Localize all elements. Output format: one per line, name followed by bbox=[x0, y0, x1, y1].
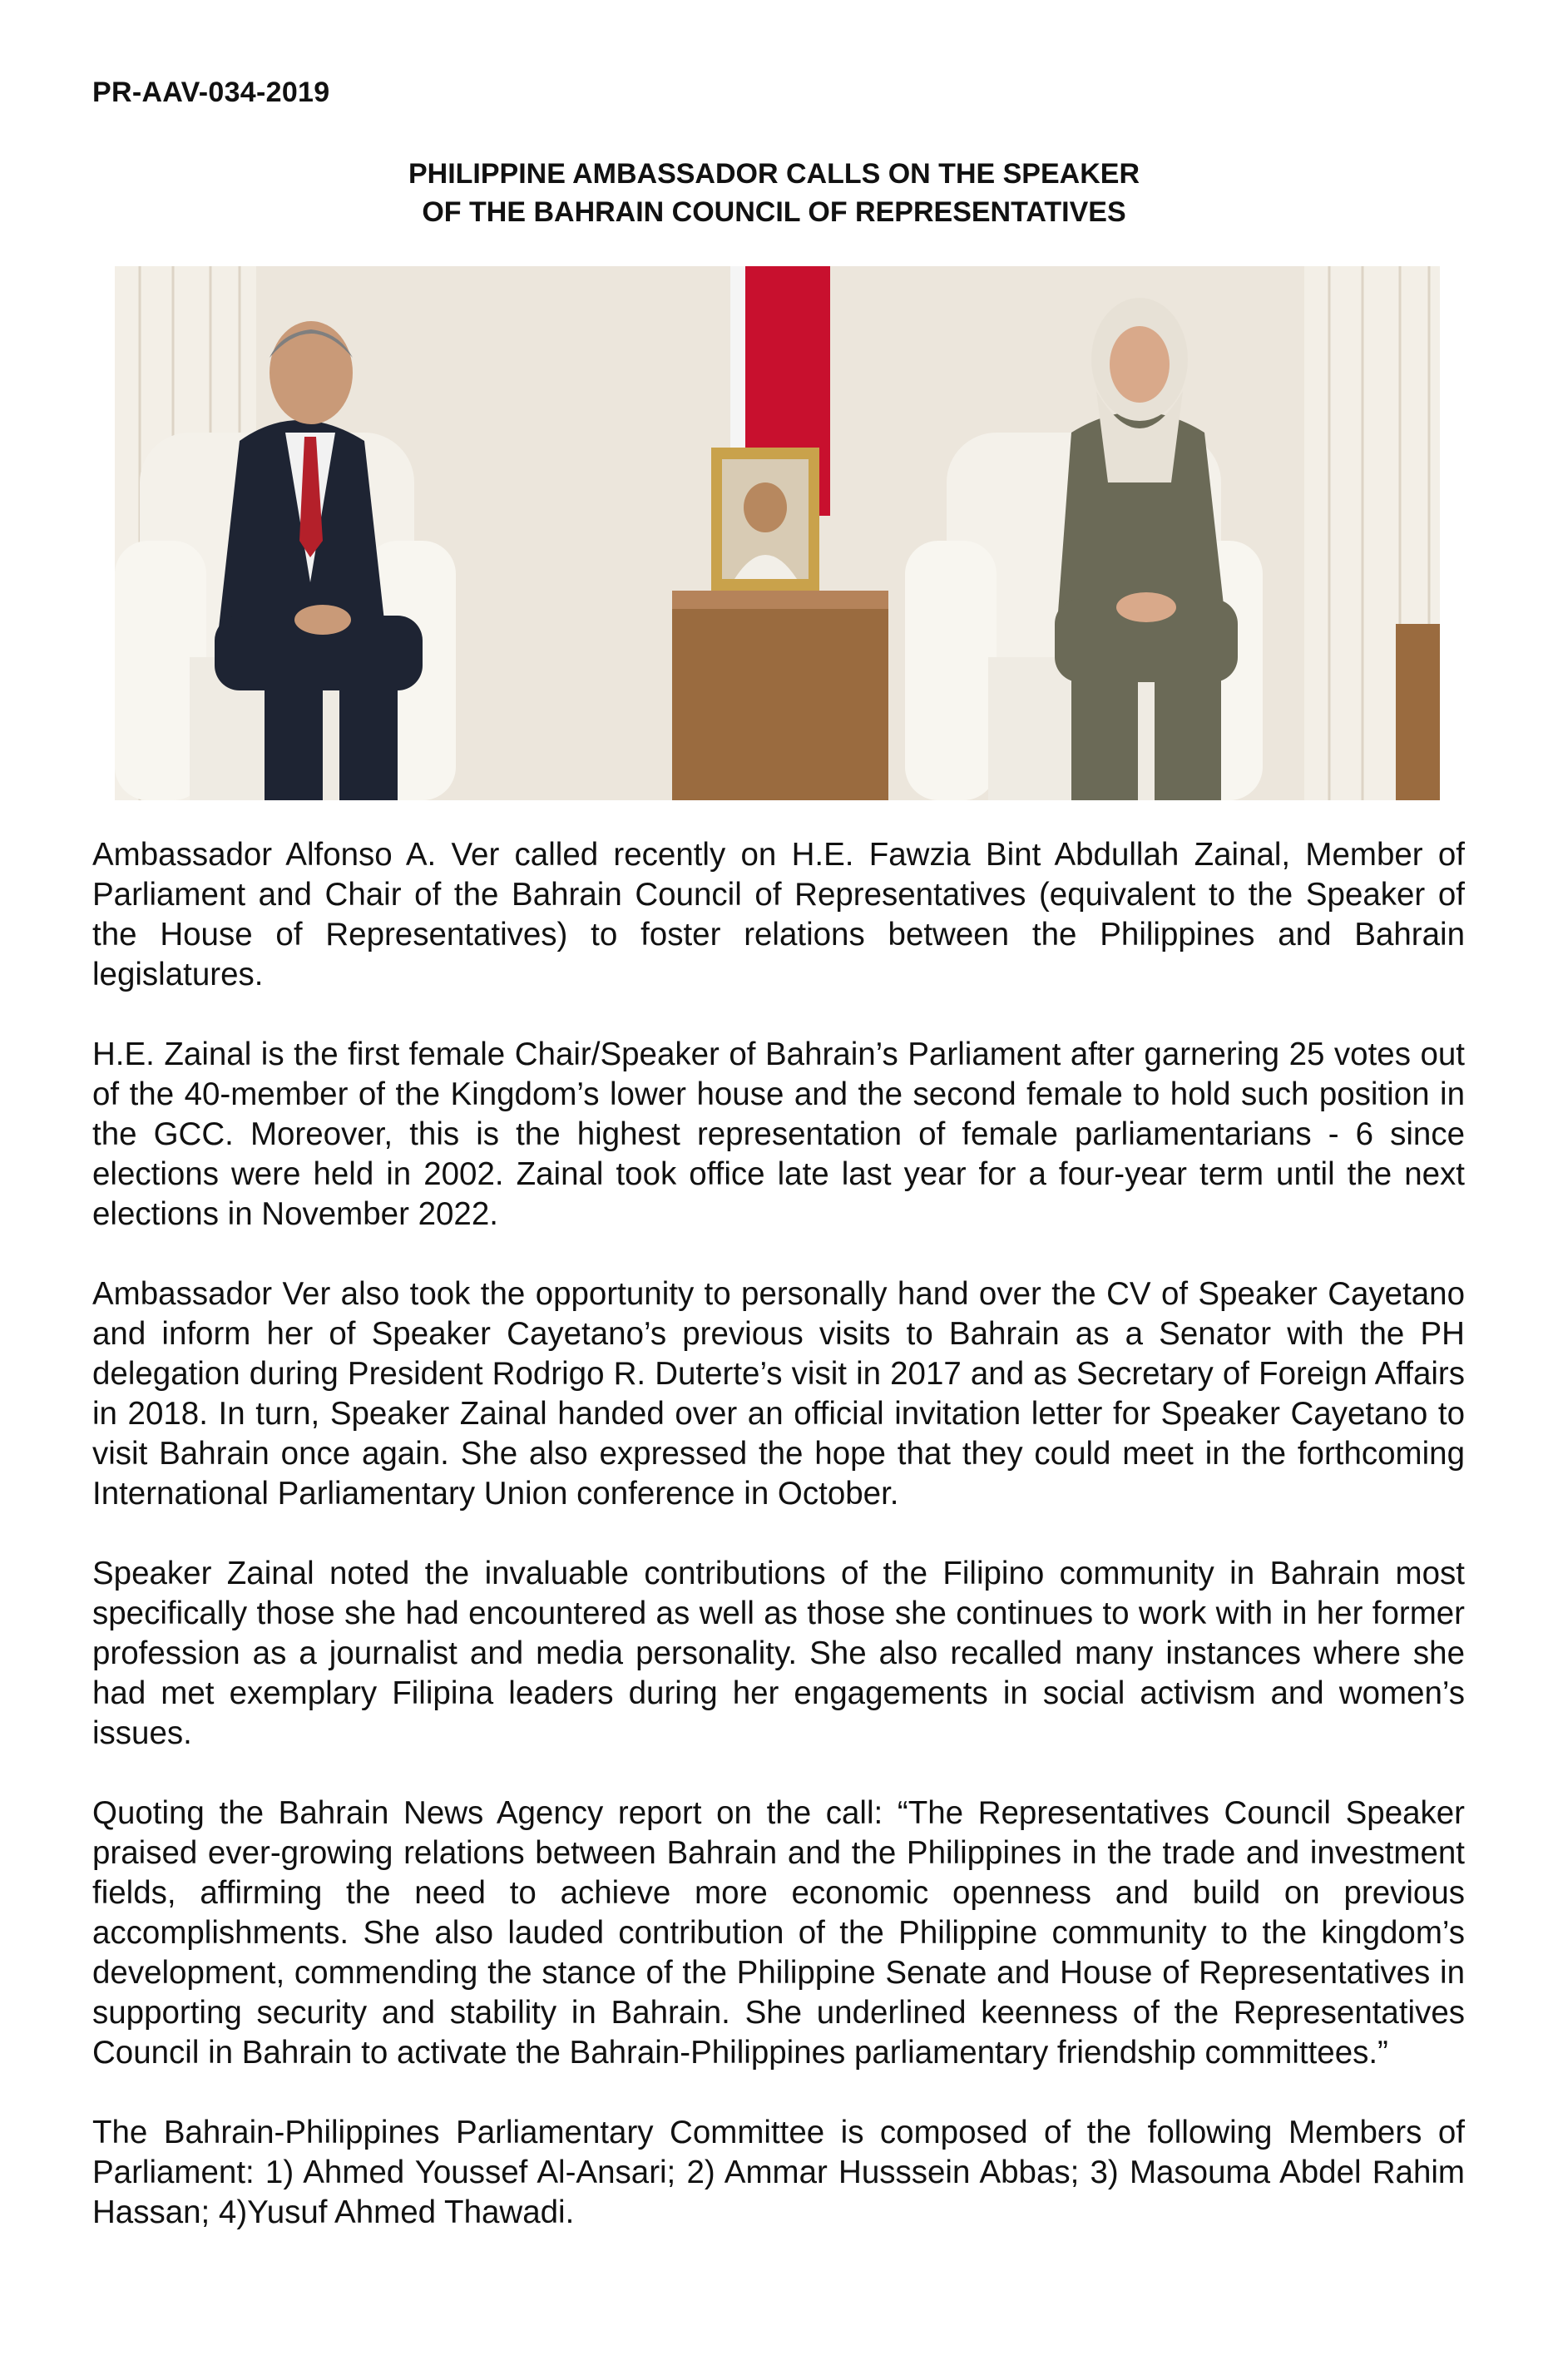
paragraph-3: Ambassador Ver also took the opportunity to personally hand over the CV of Speaker Cayetano and inform her of Speaker Cayetano’s previous visits to Bahrain as a Senator with the PH delegation during President Rodrigo R. Duterte’s visit in 2017 and as Secretary of Foreign Affairs in 2018. In turn, Speaker Zainal handed over an official invitation letter for Speaker Cayetano to visit Bahrain once again. She also expressed the hope that they could meet in the forthcoming International Parliamentary Union conference in October. bbox=[92, 1276, 1465, 1512]
document-body bbox=[92, 835, 1465, 2273]
title-line-2: OF THE BAHRAIN COUNCIL OF REPRESENTATIVES bbox=[422, 196, 1126, 228]
paragraph-6: The Bahrain-Philippines Parliamentary Committee is composed of the following Members of Parliament: 1) Ahmed Youssef Al-Ansari; 2) Ammar Husssein Abbas; 3) Masouma Abdel Rahim Hassan; 4)Yusuf Ahmed Thawadi. bbox=[92, 2115, 1465, 2230]
document-title bbox=[0, 155, 1548, 231]
meeting-photo bbox=[115, 266, 1440, 800]
paragraph-5: Quoting the Bahrain News Agency report on the call: “The Representatives Council Speaker praised ever-growing relations between Bahrain and the Philippines in the trade and investment fields, affirming the need to achieve more economic openness and build on previous accomplishments. She also lauded contribution of the Philippine community to the kingdom’s development, commending the stance of the Philippine Senate and House of Representatives in supporting security and stability in Bahrain. She underlined keenness of the Representatives Council in Bahrain to activate the Bahrain-Philippines parliamentary friendship committees.” bbox=[92, 1795, 1465, 2071]
paragraph-2: H.E. Zainal is the first female Chair/Speaker of Bahrain’s Parliament after garnering 25 votes out of the 40-member of the Kingdom’s lower house and the second female to hold such position in the GCC. Moreover, this is the highest representation of female parliamentarians - 6 since elections were held in 2002. Zainal took office late last year for a four-year term until the next elections in November 2022. bbox=[92, 1037, 1465, 1232]
title-line-1: PHILIPPINE AMBASSADOR CALLS ON THE SPEAKER bbox=[408, 158, 1140, 190]
paragraph-4: Speaker Zainal noted the invaluable contributions of the Filipino community in Bahrain most specifically those she had encountered as well as those she continues to work with in her former profession as a journalist and media personality. She also recalled many instances where she had met exemplary Filipina leaders during her engagements in social activism and women’s issues. bbox=[92, 1556, 1465, 1751]
document-reference: PR-AAV-034-2019 bbox=[92, 77, 330, 108]
paragraph-1: Ambassador Alfonso A. Ver called recently on H.E. Fawzia Bint Abdullah Zainal, Member of Parliament and Chair of the Bahrain Council of Representatives (equivalent to the Speaker of the House of Representatives) to foster relations between the Philippines and Bahrain legislatures. bbox=[92, 837, 1465, 992]
side-table bbox=[672, 591, 888, 800]
